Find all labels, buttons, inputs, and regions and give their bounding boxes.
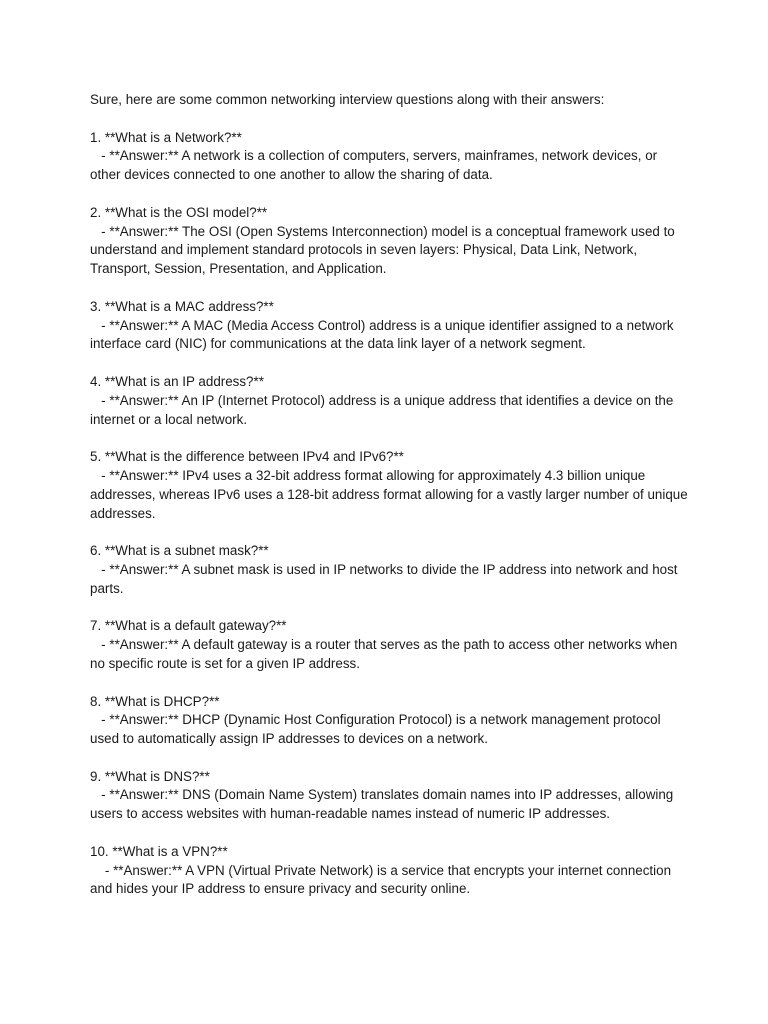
question-text: 3. **What is a MAC address?**	[90, 298, 274, 314]
answer-text: - **Answer:** A default gateway is a router that serves as the path to access other networks when no specific route is set for a given IP address.	[90, 637, 682, 671]
question-text: 4. **What is an IP address?**	[90, 373, 264, 389]
answer-text: - **Answer:** IPv4 uses a 32-bit address format allowing for approximately 4.3 billion unique addresses, whereas IPv6 uses a 128-bit address format allowing for a vastly larger number of unique addresses.	[90, 467, 692, 521]
answer-text: - **Answer:** The OSI (Open Systems Interconnection) model is a conceptual framework used to understand and implement standard protocols in seven layers: Physical, Data Link, Network, Transport, Session, Presentation, and Application.	[90, 223, 679, 277]
intro-text: Sure, here are some common networking interview questions along with their answers:	[90, 92, 605, 107]
answer-text: - **Answer:** A network is a collection of computers, servers, mainframes, network devices, or other devices connected to one another to allow the sharing of data.	[90, 148, 661, 183]
answer-text: - **Answer:** A subnet mask is used in IP networks to divide the IP address into network and host parts.	[90, 561, 682, 596]
qa-item	[90, 843, 690, 899]
qa-item	[90, 298, 690, 354]
qa-item	[90, 129, 690, 185]
question-text: 9. **What is DNS?**	[90, 768, 210, 784]
qa-item	[90, 448, 690, 523]
qa-item	[90, 693, 690, 749]
question-text: 5. **What is the difference between IPv4 and IPv6?**	[90, 449, 404, 465]
question-text: 2. **What is the OSI model?**	[90, 204, 268, 220]
question-text: 6. **What is a subnet mask?**	[90, 543, 269, 559]
question-text: 10. **What is a VPN?**	[90, 843, 228, 859]
question-text: 8. **What is DHCP?**	[90, 693, 220, 709]
qa-item	[90, 768, 690, 824]
qa-item	[90, 373, 690, 429]
answer-text: - **Answer:** DHCP (Dynamic Host Configuration Protocol) is a network management protocol used to automatically assign IP addresses to devices on a network.	[90, 712, 665, 747]
qa-item	[90, 617, 690, 673]
qa-item	[90, 542, 690, 598]
answer-text: - **Answer:** A MAC (Media Access Control) address is a unique identifier assigned to a network interface card (NIC) for communications at the data link layer of a network segment.	[90, 317, 678, 352]
qa-item	[90, 204, 690, 279]
document-page	[90, 91, 690, 918]
answer-text: - **Answer:** DNS (Domain Name System) translates domain names into IP addresses, allowing users to access websites with human-readable names instead of numeric IP addresses.	[90, 787, 677, 822]
answer-text: - **Answer:** An IP (Internet Protocol) address is a unique address that identifies a device on the internet or a local network.	[90, 392, 678, 427]
question-text: 1. **What is a Network?**	[90, 129, 242, 145]
question-text: 7. **What is a default gateway?**	[90, 618, 287, 634]
answer-text: - **Answer:** A VPN (Virtual Private Network) is a service that encrypts your internet connection and hides your IP address to ensure privacy and security online.	[90, 862, 675, 897]
